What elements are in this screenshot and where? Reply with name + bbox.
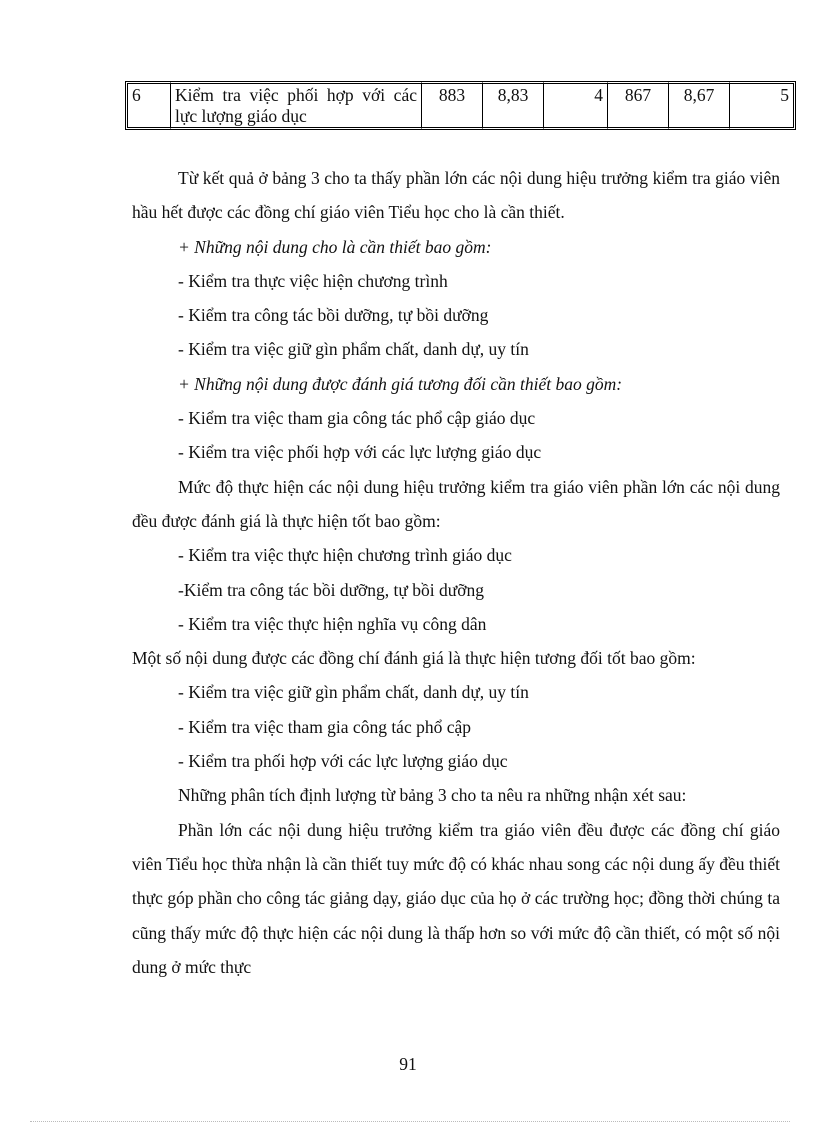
results-table-fragment: [125, 81, 796, 130]
list-item: - Kiểm tra việc tham gia công tác phổ cập giáo dục: [178, 408, 536, 429]
paragraph: Những phân tích định lượng từ bảng 3 cho ta nêu ra những nhận xét sau:: [178, 785, 687, 806]
page-number: 91: [399, 1054, 417, 1074]
list-item: -Kiểm tra công tác bồi dưỡng, tự bồi dưỡng: [178, 579, 485, 600]
implementation-score-cell: 867: [608, 81, 669, 130]
list-item: - Kiểm tra việc tham gia công tác phổ cập: [178, 716, 472, 737]
italic-heading: + Những nội dung được đánh giá tương đối cần thiết bao gồm:: [178, 373, 623, 394]
necessity-score-cell: 883: [422, 81, 483, 130]
row-content-line1: Kiểm tra việc phối hợp với các: [175, 85, 417, 105]
paragraph: Mức độ thực hiện các nội dung hiệu trưởng kiểm tra giáo viên phần lớn các nội dung đều được đánh giá là thực hiện tốt bao gồm:: [132, 476, 780, 531]
body-text: [132, 161, 780, 984]
implementation-rank-cell: 5: [730, 81, 796, 130]
paragraph: Từ kết quả ở bảng 3 cho ta thấy phần lớn các nội dung hiệu trưởng kiểm tra giáo viên hầu hết được các đồng chí giáo viên Tiểu học cho là cần thiết.: [132, 168, 780, 223]
implementation-average-cell: 8,67: [669, 81, 730, 130]
list-item: - Kiểm tra phối hợp với các lực lượng giáo dục: [178, 751, 508, 772]
list-item: - Kiểm tra việc thực hiện nghĩa vụ công dân: [178, 613, 487, 634]
list-item: - Kiểm tra việc thực hiện chương trình giáo dục: [178, 545, 512, 566]
row-content-cell: [171, 81, 422, 130]
list-item: - Kiểm tra việc giữ gìn phẩm chất, danh dự, uy tín: [178, 339, 529, 360]
list-item: - Kiểm tra việc phối hợp với các lực lượng giáo dục: [178, 442, 542, 463]
paragraph: Phần lớn các nội dung hiệu trưởng kiểm tra giáo viên đều được các đồng chí giáo viên Tiểu học thừa nhận là cần thiết tuy mức độ có khác nhau song các nội dung ấy đều thiết thực góp phần cho công tác giảng dạy, giáo dục của họ ở các trường học; đồng thời chúng ta cũng thấy mức độ thực hiện các nội dung là thấp hơn so với mức độ cần thiết, có một số nội dung ở mức thực: [132, 819, 780, 977]
row-number-cell: 6: [125, 81, 171, 130]
list-item: - Kiểm tra việc giữ gìn phẩm chất, danh dự, uy tín: [178, 682, 529, 703]
italic-heading: + Những nội dung cho là cần thiết bao gồm:: [178, 236, 492, 257]
list-item: - Kiểm tra công tác bồi dưỡng, tự bồi dưỡng: [178, 305, 489, 326]
list-item: - Kiểm tra thực việc hiện chương trình: [178, 270, 448, 291]
footer-divider: [30, 1121, 790, 1122]
necessity-rank-cell: 4: [544, 81, 608, 130]
paragraph: Một số nội dung được các đồng chí đánh giá là thực hiện tương đối tốt bao gồm:: [132, 648, 696, 669]
table-row: [125, 81, 796, 130]
row-content-line2: lực lượng giáo dục: [175, 106, 307, 126]
necessity-average-cell: 8,83: [483, 81, 544, 130]
